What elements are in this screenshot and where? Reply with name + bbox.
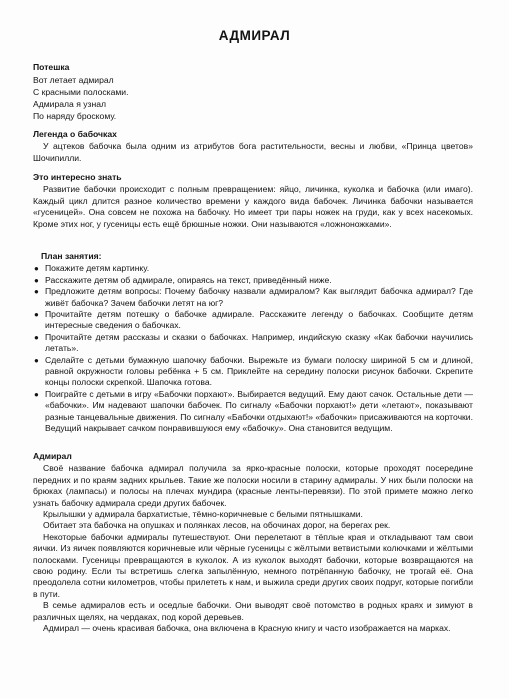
bullet-icon: ● — [34, 264, 39, 274]
plan-item-text: Поиграйте с детьми в игру «Бабочки порхают». Выбирается ведущий. Ему дают сачок. Остальные дети — «бабочки». Им надевают шапочки бабочек. По сигналу «Бабочки порхают!» дети «летают», показывают разные танцевальные движения. По сигналу «Бабочки отдыхают!» «бабочки» присаживаются на корточки. Ведущий накрывает сачком понравившуюся ему «бабочку». Она становится ведущим. — [45, 388, 473, 434]
admiral-heading: Адмирал — [33, 451, 72, 461]
poem-line: По наряду броскому. — [33, 111, 117, 122]
admiral-paragraph: Некоторые бабочки адмиралы путешествуют. Они перелетают в тёплые края и откладывают там свои яички. Из яичек появляются коричневые или чёрные гусеницы с жёлтыми ветвистыми колючками и жёлтыми полосками. Гусеницы превращаются в куколок. А из куколок выходят бабочки, которые возвращаются на свою родину. Если ты встретишь слегка запылённую, немного потрёпанную бабочку, не трогай её. Она преодолела сотни километров, чтобы прилететь к нам, и выжила среди других своих подруг, которые погибли в пути. — [33, 531, 473, 599]
plan-item — [33, 389, 473, 435]
plan-item — [33, 355, 473, 389]
plan-section — [33, 251, 473, 435]
legend-section — [33, 129, 473, 164]
poem-section — [33, 62, 473, 122]
admiral-paragraph: Своё название бабочка адмирал получила за ярко-красные полоски, которые проходят посередине передних и по краям задних крыльев. Такие же полоски носили в старину адмиралы. У них были полоски на брюках (лампасы) и полосы на плечах мундира (красные ленты-перевязи). По этой примете можно легко узнать бабочку адмирала среди других бабочек. — [33, 463, 473, 508]
plan-item-text: Сделайте с детьми бумажную шапочку бабочки. Вырежьте из бумаги полоску шириной 5 см и длиной, равной окружности головы ребёнка + 5 см. Приклейте на середину полоски рисунок бабочки. Скрепите концы полоски скрепкой. Шапочка готова. — [45, 354, 473, 388]
plan-item-text: Прочитайте детям рассказы и сказки о бабочках. Например, индийскую сказку «Как бабочки научились летать». — [45, 331, 473, 354]
bullet-icon: ● — [34, 389, 39, 399]
admiral-paragraph: Адмирал — очень красивая бабочка, она включена в Красную книгу и часто изображается на марках. — [43, 623, 451, 634]
admiral-paragraph: Обитает эта бабочка на опушках и полянках лесов, на обочинах дорог, на берегах рек. — [43, 520, 391, 531]
plan-item-text: Прочитайте детям потешку о бабочке адмирале. Расскажите легенду о бабочках. Сообщите детям интересные сведения о бабочках. — [45, 309, 473, 331]
plan-item — [33, 309, 473, 332]
admiral-paragraph: Крылышки у адмирала бархатистые, тёмно-коричневые с белыми пятнышками. — [43, 509, 363, 520]
facts-heading: Это интересно знать — [33, 172, 122, 182]
poem-heading: Потешка — [33, 62, 70, 72]
plan-item — [33, 275, 473, 286]
plan-list — [33, 263, 473, 434]
plan-item-text: Предложите детям вопросы: Почему бабочку назвали адмиралом? Как выглядит бабочка адмирал? Где живёт бабочка? Зачем бабочки летят на юг? — [45, 286, 473, 308]
bullet-icon: ● — [34, 355, 39, 365]
bullet-icon: ● — [34, 287, 39, 297]
plan-item — [33, 286, 473, 309]
plan-item-text: Расскажите детям об адмирале, опираясь на текст, приведённый ниже. — [45, 274, 332, 285]
poem-line: Вот летает адмирал — [33, 75, 114, 86]
plan-item-text: Покажите детям картинку. — [45, 263, 150, 274]
legend-heading: Легенда о бабочках — [33, 129, 117, 139]
poem-line: Адмирала я узнал — [33, 99, 107, 110]
page-title: АДМИРАЛ — [218, 28, 291, 43]
plan-item — [33, 332, 473, 355]
facts-text: Развитие бабочки происходит с полным превращением: яйцо, личинка, куколка и бабочка (или имаго). Каждый цикл длится разное количество времени у каждого вида бабочек. Личинка бабочки называется «гусеницей». Она совсем не похожа на бабочку. Но имеет три пары ножек на груди, как у всех насекомых. Кроме этих ног, у гусеницы есть ещё брюшные ножки. Они называются «ложноножками». — [33, 184, 473, 229]
bullet-icon: ● — [34, 275, 39, 285]
legend-text: У ацтеков бабочка была одним из атрибутов бога растительности, весны и любви, «Принца цветов» Шочипилли. — [33, 141, 473, 163]
bullet-icon: ● — [34, 310, 39, 320]
admiral-section — [33, 451, 473, 635]
plan-heading: План занятия: — [41, 251, 102, 261]
facts-section — [33, 172, 473, 230]
poem-line: С красными полосками. — [33, 87, 129, 98]
admiral-paragraph: В семье адмиралов есть и оседлые бабочки. Они выводят своё потомство в родных краях и зимуют в различных щелях, на чердаках, под корой деревьев. — [33, 600, 473, 622]
bullet-icon: ● — [34, 332, 39, 342]
plan-item — [33, 263, 473, 274]
